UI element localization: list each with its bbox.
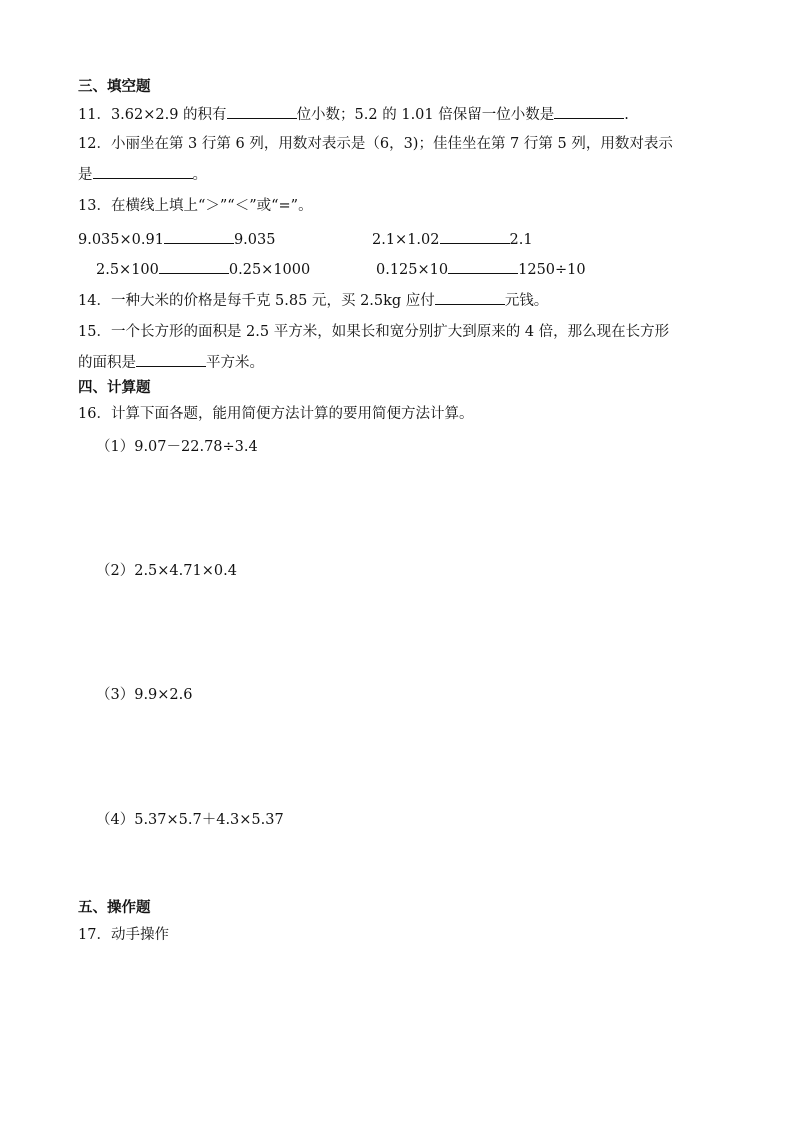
question-16 [78, 404, 473, 424]
compare-right: 2.1 [509, 232, 533, 248]
question-number: 16． [78, 406, 111, 422]
calc-item-4: （4）5.37×5.7＋4.3×5.37 [96, 812, 284, 828]
question-text: 一个长方形的面积是 2.5 平方米，如果长和宽分别扩大到原来的 4 倍，那么现在长方形 [110, 324, 670, 340]
question-text: 是 [78, 167, 93, 183]
question-12 [78, 134, 673, 154]
calc-item-1: （1）9.07－22.78÷3.4 [96, 439, 258, 455]
question-text: 计算下面各题，能用简便方法计算的要用简便方法计算。 [110, 406, 474, 422]
question-11 [78, 104, 629, 125]
question-text: 元钱。 [504, 293, 549, 309]
question-text: 动手操作 [110, 927, 169, 943]
question-number: 14． [78, 293, 111, 309]
section-heading-fill-blank: 三、填空题 [78, 78, 151, 95]
compare-left: 0.125×10 [376, 262, 449, 278]
question-text: 平方米。 [206, 355, 264, 371]
question-number: 17． [78, 927, 111, 943]
compare-item-4 [376, 259, 586, 280]
compare-right: 9.035 [233, 232, 276, 248]
answer-blank[interactable] [440, 229, 510, 244]
question-15 [78, 322, 669, 342]
question-number: 11． [78, 107, 111, 123]
question-text: 一种大米的价格是每千克 5.85 元，买 2.5kg 应付 [110, 293, 435, 309]
question-text: 3.62×2.9 的积有 [110, 107, 227, 123]
answer-blank[interactable] [435, 290, 505, 305]
compare-item-1 [78, 229, 275, 250]
compare-right: 0.25×1000 [228, 262, 311, 278]
section-heading-calculation: 四、计算题 [78, 379, 151, 396]
question-12-line2 [78, 164, 207, 185]
question-text: . [624, 107, 629, 123]
calc-item-3: （3）9.9×2.6 [96, 687, 193, 703]
compare-item-3 [96, 259, 310, 280]
question-15-line2 [78, 352, 264, 373]
answer-blank[interactable] [93, 164, 193, 179]
answer-blank[interactable] [227, 104, 297, 119]
question-17 [78, 925, 169, 945]
question-text: 位小数；5.2 的 1.01 倍保留一位小数是 [296, 107, 555, 123]
question-number: 13． [78, 198, 111, 214]
compare-right: 1250÷10 [518, 262, 586, 278]
question-text: 的面积是 [78, 355, 136, 371]
calc-item-2: （2）2.5×4.71×0.4 [96, 563, 237, 579]
answer-blank[interactable] [164, 229, 234, 244]
answer-blank[interactable] [136, 352, 206, 367]
question-number: 15． [78, 324, 111, 340]
answer-blank[interactable] [554, 104, 624, 119]
compare-left: 2.1×1.02 [372, 232, 440, 248]
question-number: 12． [78, 136, 111, 152]
compare-item-2 [372, 229, 533, 250]
question-13 [78, 196, 313, 216]
answer-blank[interactable] [448, 259, 518, 274]
question-14 [78, 290, 548, 311]
question-text: 在横线上填上“＞”“＜”或“=”。 [110, 198, 313, 214]
compare-left: 2.5×100 [96, 262, 159, 278]
question-text: 。 [192, 167, 207, 183]
section-heading-operation: 五、操作题 [78, 899, 151, 916]
question-text: 小丽坐在第 3 行第 6 列，用数对表示是（6，3)；佳佳坐在第 7 行第 5 列，用数对表示 [110, 136, 673, 152]
compare-left: 9.035×0.91 [78, 232, 164, 248]
answer-blank[interactable] [159, 259, 229, 274]
